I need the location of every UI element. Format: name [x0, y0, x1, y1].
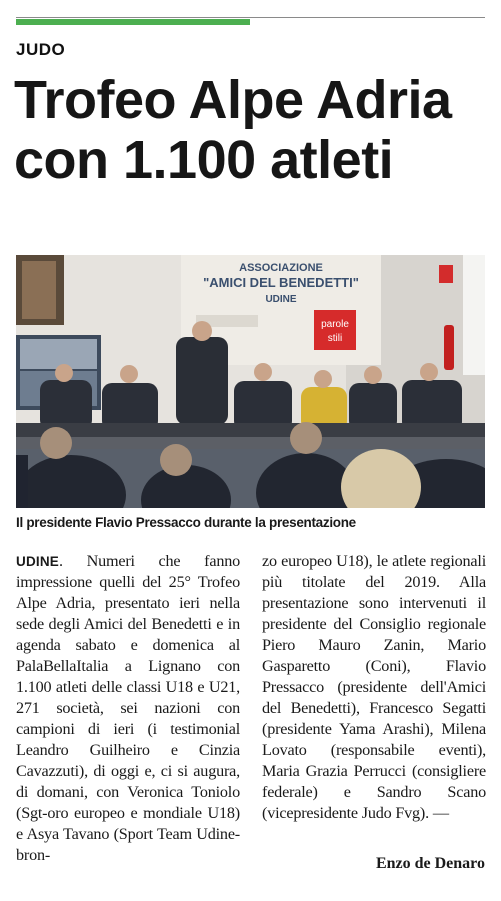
headline-line-2: con 1.100 atleti	[14, 130, 394, 190]
photo-caption: Il presidente Flavio Pressacco durante la presentazione	[16, 515, 356, 530]
svg-text:ASSOCIAZIONE: ASSOCIAZIONE	[239, 262, 323, 274]
conference-table	[16, 423, 485, 437]
article-text-right: zo europeo U18), le atlete regionali più titolate del 2019. Alla presentazione sono intervenuti il presidente del Consiglio regionale Piero Mauro Zanin, Mario Gasparetto (Coni), Flavio Pressacco (presidente dell'Amici del Benedetti), Francesco Segatti (presidente Yama Arashi), Milena Lovato (responsabile eventi), Maria Grazia Perrucci (consigliere federale) e Sandro Scano (vicepresidente Judo Fvg). —	[262, 552, 486, 822]
article-text-left: . Numeri che fanno impressione quelli del 25° Trofeo Alpe Adria, presentato ieri nella sede degli Amici del Benedetti e in agenda sabato e domenica al PalaBellaItalia a Lignano con 1.100 atleti delle classi U18 e U21, 271 società, sei nazioni con campioni di ieri (i testimonial Leandro Guilheiro e Cinzia Cavazzuti), di oggi e, ci si augura, di domani, con Veronica Toniolo (Sgt-oro europeo e mondiale U18) e Asya Tavano (Sport Team Udine-bron-	[16, 552, 240, 864]
article-column-left	[16, 551, 240, 866]
article-dateline: UDINE	[16, 554, 60, 569]
article-author: Enzo de Denaro	[375, 855, 485, 872]
parole-stili-sign	[314, 310, 356, 350]
section-label: JUDO	[16, 40, 66, 59]
headline	[14, 70, 494, 190]
article-column-right	[262, 551, 486, 824]
svg-text:"AMICI DEL BENEDETTI": "AMICI DEL BENEDETTI"	[203, 275, 359, 290]
photo-illustration	[16, 255, 485, 508]
section-color-bar	[16, 19, 250, 25]
standing-speaker	[176, 337, 228, 425]
svg-text:parole: parole	[321, 319, 349, 330]
svg-text:UDINE: UDINE	[265, 294, 297, 305]
top-rule	[16, 17, 485, 18]
svg-text:stili: stili	[327, 333, 343, 344]
headline-line-1: Trofeo Alpe Adria	[14, 70, 452, 130]
press-conference-photo	[16, 255, 485, 508]
fire-extinguisher	[444, 325, 454, 370]
